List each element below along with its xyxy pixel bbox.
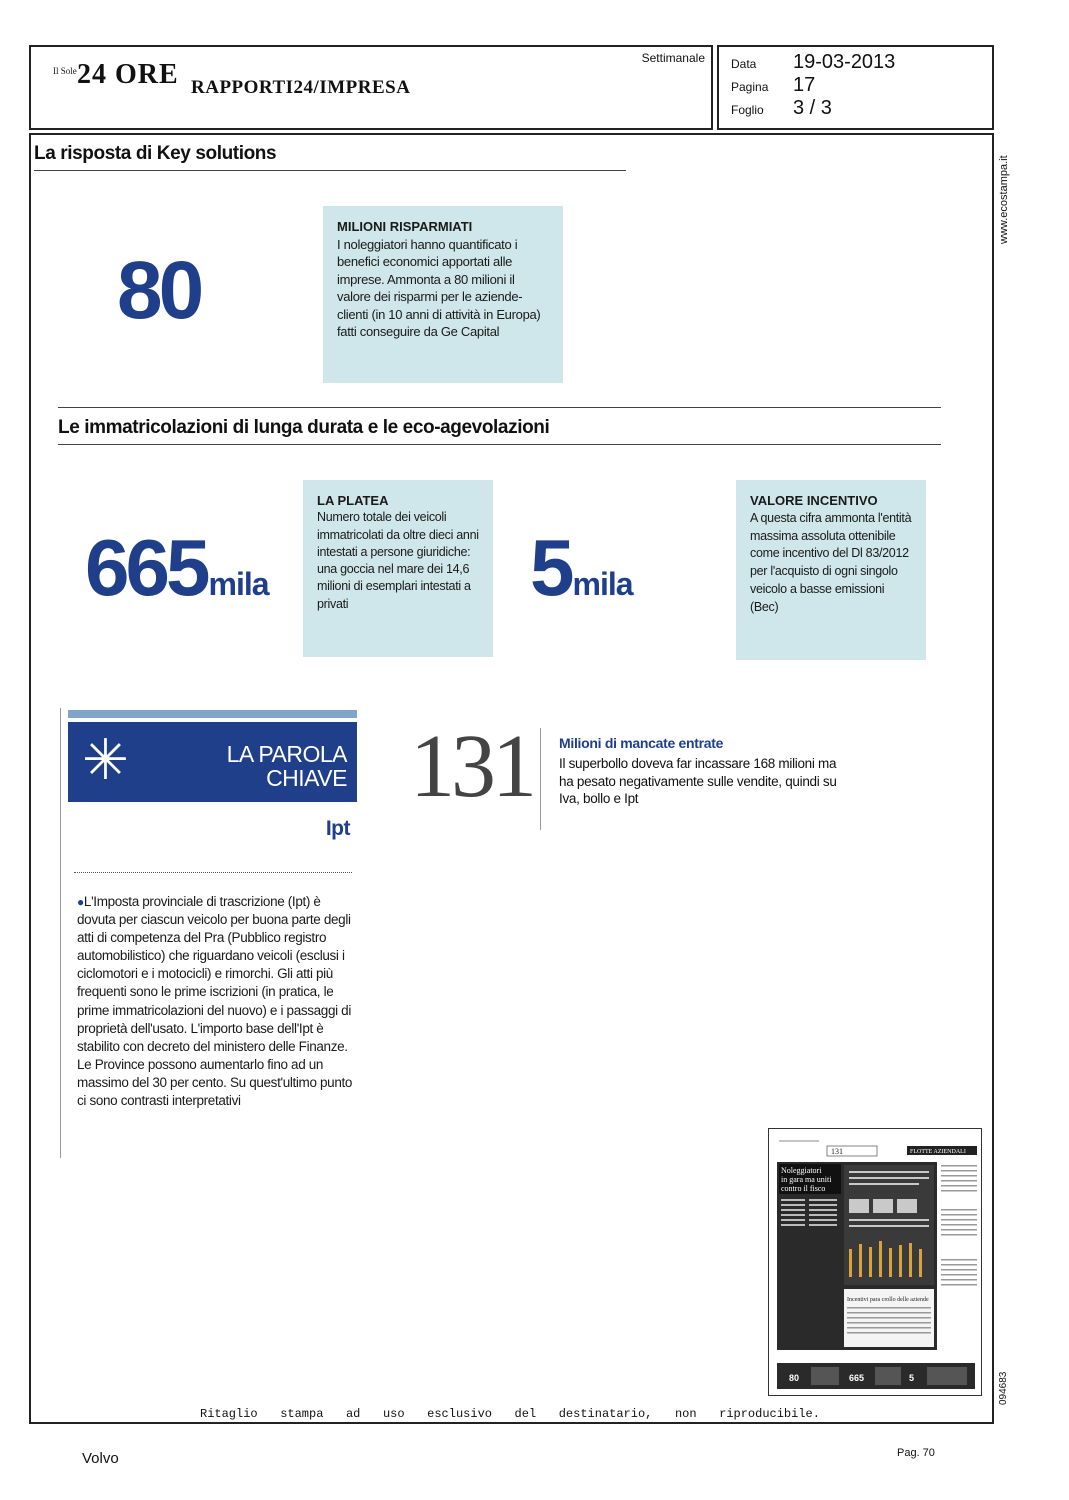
keyword-header — [68, 722, 357, 802]
incentive-note-text: A questa cifra ammonta l'entità massima assoluta ottenibile come incentivo del Dl 83/2012 per l'acquisto di ogni singolo veicolo a basse emissioni (Bec) — [750, 510, 912, 614]
page-label: Pagina — [731, 80, 769, 94]
section2-rule-bottom — [58, 444, 941, 445]
disclaimer-word: destinatario, — [558, 1407, 653, 1421]
stat-5-unit: mila — [572, 566, 633, 602]
thumb-subhead: Incentivi para crollo delle aziende — [847, 1297, 929, 1303]
masthead — [29, 45, 713, 130]
bullet-icon: ● — [77, 895, 84, 909]
page-number: Pag. 70 — [897, 1447, 935, 1459]
section1-title: La risposta di Key solutions — [34, 143, 277, 164]
keyword-title — [227, 742, 347, 790]
disclaimer-word: esclusivo — [427, 1407, 492, 1421]
disclaimer-word: stampa — [280, 1407, 324, 1421]
disclaimer-word: del — [514, 1407, 537, 1421]
savings-note-title: MILIONI RISPARMIATI — [337, 219, 473, 234]
disclaimer-word: riproducibile. — [719, 1407, 820, 1421]
thumb-131: 131 — [831, 1147, 843, 1156]
keyword-title-line1: LA PAROLA — [226, 741, 347, 767]
issue-meta — [717, 45, 994, 130]
side-code: 094683 — [998, 1371, 1009, 1405]
sheet-label: Foglio — [731, 103, 764, 117]
stat-131-number: 131 — [410, 717, 533, 816]
sheet-row — [731, 97, 832, 120]
client-brand: Volvo — [82, 1450, 119, 1467]
disclaimer-word: uso — [382, 1407, 405, 1421]
keyword-text: L'Imposta provinciale di trascrizione (Ipt) è dovuta per ciascun veicolo per buona parte degli atti di competenza del Pra (Pubblico registro automobilistico) che riguardano veicoli (esclusi i ciclomotori e i motocicli) e rimorchi. Gli atti più frequenti sono le prime iscrizioni (in pratica, le prime immatricolazioni del nuovo) e i passaggi di proprietà dell'usato. L'importo base dell'Ipt è stabilito con decreto del ministero delle Finanze. Le Province possono aumentarlo fino ad un massimo del 30 per cento. Su quest'ultimo punto ci sono contrasti interpretativi — [77, 894, 353, 1109]
stat-80-number: 80 — [117, 245, 201, 336]
stat-131-divider — [540, 728, 541, 830]
keyword-title-line2: CHIAVE — [266, 765, 347, 791]
stat-131-title: Milioni di mancate entrate — [559, 735, 724, 751]
disclaimer-word: ad — [345, 1407, 361, 1421]
disclaimer-word: Ritaglio — [200, 1407, 258, 1421]
disclaimer-word: non — [674, 1407, 697, 1421]
keyword-body — [77, 893, 357, 1110]
stat-665-unit: mila — [208, 566, 269, 602]
page-thumbnail-graphic — [769, 1129, 982, 1396]
clipping-disclaimer — [200, 1407, 820, 1421]
sheet-value: 3 / 3 — [793, 97, 832, 119]
keyword-accent-bar — [68, 710, 357, 718]
newspaper-logo: 24 ORE — [77, 59, 179, 90]
keyword-divider — [60, 708, 61, 1158]
stat-131-text: Il superbollo doveva far incassare 168 milioni ma ha pesato negativamente sulle vendite, quindi su Iva, bollo e Ipt — [559, 756, 837, 806]
periodicity: Settimanale — [641, 51, 705, 65]
date-value: 19-03-2013 — [793, 51, 896, 73]
platea-note-title: LA PLATEA — [317, 493, 389, 508]
savings-note-text: I noleggiatori hanno quantificato i benefici economici apportati alle imprese. Ammonta a 80 milioni il valore dei risparmi per le aziende-clienti (in 10 anni di attività in Europa) fatti conseguire da Ge Capital — [337, 236, 541, 339]
incentive-note — [736, 480, 926, 660]
section2-rule-top — [58, 407, 941, 408]
keyword-dotted-rule — [74, 872, 352, 873]
asterisk-icon: ✳ — [82, 728, 129, 791]
stat-5-number — [530, 523, 633, 612]
section-name: RAPPORTI24/IMPRESA — [191, 77, 411, 98]
side-url: www.ecostampa.it — [998, 155, 1010, 245]
keyword-term: Ipt — [325, 817, 350, 840]
savings-note — [323, 206, 563, 383]
date-row — [731, 51, 895, 74]
thumb-headline: Noleggiatori in gara ma uniti contro il fisco — [781, 1166, 832, 1193]
incentive-note-title: VALORE INCENTIVO — [750, 493, 878, 508]
page-row — [731, 74, 815, 97]
page-thumbnail — [768, 1128, 982, 1396]
thumb-section: FLOTTE AZIENDALI — [910, 1149, 966, 1155]
stat-665-number — [85, 523, 269, 612]
platea-note-text: Numero totale dei veicoli immatricolati da oltre dieci anni intestati a persone giuridiche: una goccia nel mare dei 14,6 milioni di esemplari intestati a privati — [317, 510, 479, 611]
date-label: Data — [731, 57, 757, 71]
page-value: 17 — [793, 74, 816, 96]
logo-small-text: Il Sole — [53, 66, 77, 76]
stat-5-value: 5 — [530, 523, 571, 612]
platea-note — [303, 480, 493, 657]
section1-rule — [34, 170, 626, 171]
thumb-80: 80 — [789, 1373, 800, 1383]
thumb-5: 5 — [909, 1373, 915, 1383]
section2-title: Le immatricolazioni di lunga durata e le eco-agevolazioni — [58, 417, 550, 438]
thumb-665: 665 — [849, 1373, 865, 1383]
stat-665-value: 665 — [85, 523, 207, 612]
